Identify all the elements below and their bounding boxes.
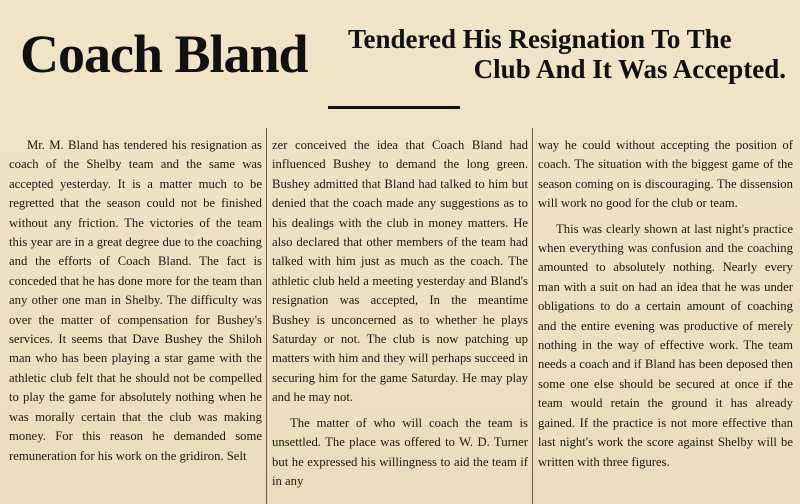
article-body	[0, 136, 800, 504]
headline	[20, 18, 790, 98]
paragraph: The matter of who will coach the team is unsettled. The place was offered to W. D. Turner but he expressed his willingness to aid the team if in any	[272, 415, 528, 488]
article-column-1	[9, 136, 262, 504]
article-column-2	[272, 136, 528, 504]
headline-subtitle-line-2: Club And It Was Accepted.	[473, 54, 786, 84]
paragraph: This was clearly shown at last night's practice when everything was confusion and the coaching amounted to absolutely nothing. Nearly every man with a suit on had an idea that he was under obligations to do a certain amount of coaching and the entire evening was productive of merely nothing in the way of effective work. The team needs a coach and if Bland has been deposed then some one else should be secured at once if the team would retain the ground it has already gained. If the practice is not more effective than last night's work the score against Shelby will be written with three figures.	[538, 221, 793, 469]
article-column-3	[538, 136, 793, 504]
headline-main: Coach Bland	[20, 24, 308, 84]
paragraph: Mr. M. Bland has tendered his resignation as coach of the Shelby team and the same was accepted yesterday. It is a matter much to be regretted that the season could not be finished without any friction. The victories of the team this year are in a great degree due to the coaching and the efforts of Coach Bland. The fact is conceded that he has done more for the team than any other one man in Shelby. The difficulty was over the matter of compensation for Bushey's services. It seems that Dave Bushey the Shiloh man who has been playing a star game with the athletic club felt that he should not be compelled to play the game for absolutely nothing when he was morally certain that the club was making money. For this reason he demanded some remuneration for his work on the gridiron. Selt	[9, 138, 262, 463]
headline-subtitle	[316, 24, 786, 84]
headline-rule	[328, 106, 460, 109]
paragraph: zer conceived the idea that Coach Bland had influenced Bushey to demand the long green. Bushey admitted that Bland had talked to him but denied that the coach made any suggestions as to his dealings with the club in money matters. He also declared that other members of the team had talked with him just as much as the coach. The athletic club held a meeting yesterday and Bland's resignation was accepted, In the meantime Bushey is unconcerned as to whether he plays Saturday or not. The club is now patching up matters with him and they will perhaps succeed in securing him for the game Saturday. He may play and he may not.	[272, 138, 528, 405]
paragraph: way he could without accepting the position of coach. The situation with the biggest game of the season coming on is discouraging. The dissension will work no good for the club or team.	[538, 138, 793, 211]
headline-subtitle-line-1: Tendered His Resignation To The	[348, 24, 732, 54]
